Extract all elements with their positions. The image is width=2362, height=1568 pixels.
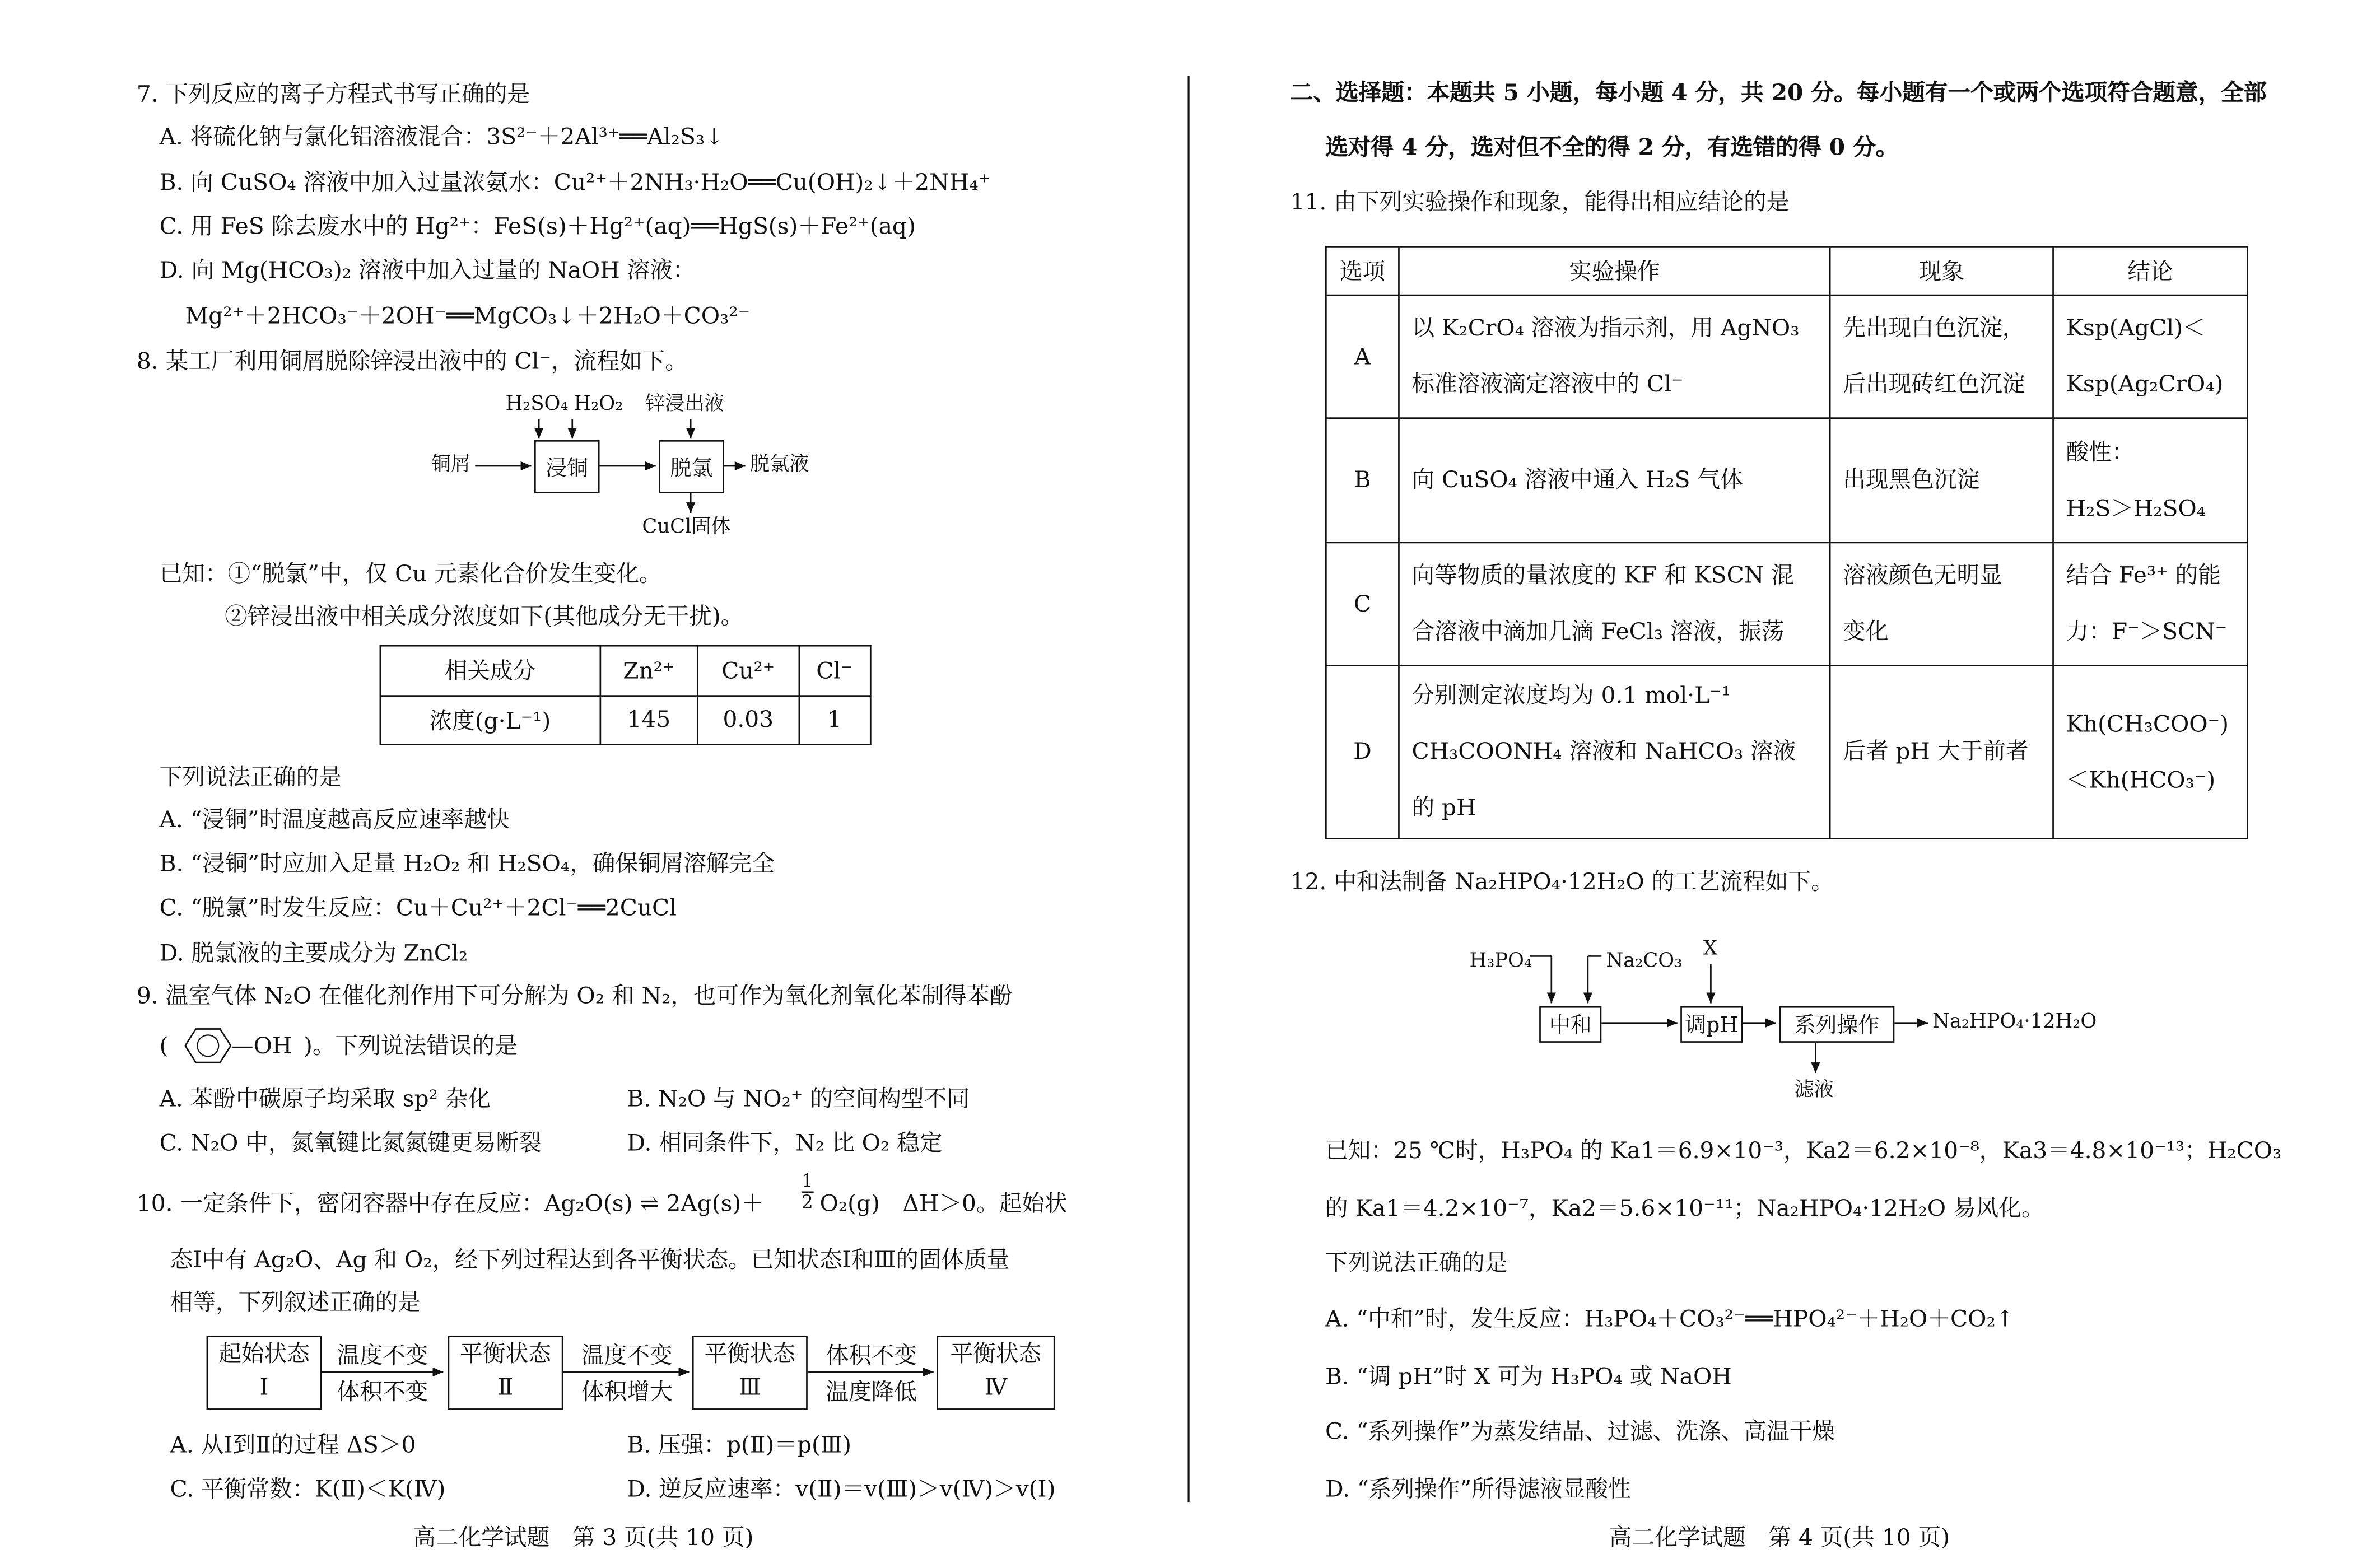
arrow-3-top: 体积不变 bbox=[826, 1341, 917, 1369]
flow-filtrate: 滤液 bbox=[1794, 1079, 1834, 1102]
state-box-1 bbox=[207, 1336, 322, 1410]
operation-text: 合溶液中滴加几滴 FeCl₃ 溶液，振荡 bbox=[1411, 618, 1785, 645]
q12-title: 12. 中和法制备 Na₂HPO₄·12H₂O 的工艺流程如下。 bbox=[1290, 868, 1834, 896]
state-number: Ⅱ bbox=[497, 1373, 514, 1401]
arrow-1-bottom: 体积不变 bbox=[337, 1378, 428, 1406]
table-header: 实验操作 bbox=[1399, 246, 1830, 295]
table-header: 结论 bbox=[2053, 246, 2248, 295]
fraction-denominator: 2 bbox=[801, 1191, 813, 1213]
operation-text: 的 pH bbox=[1411, 794, 1476, 822]
flow-box-adjust-ph: 调pH bbox=[1680, 1006, 1743, 1043]
q12-option-a: A. “中和”时，发生反应：H₃PO₄＋CO₃²⁻══HPO₄²⁻＋H₂O＋CO₂↑ bbox=[1325, 1305, 2015, 1333]
page-footer-3: 高二化学试题 第 3 页(共 10 页) bbox=[413, 1524, 754, 1551]
q10-line2: 态Ⅰ中有 Ag₂O、Ag 和 O₂，经下列过程达到各平衡状态。已知状态Ⅰ和Ⅲ的固体质量 bbox=[170, 1246, 1010, 1273]
conclusion-text: H₂S＞H₂SO₄ bbox=[2066, 494, 2206, 521]
q10-title-b: O₂(g) ΔH＞0。起始状 bbox=[819, 1189, 1068, 1217]
q8-option-c: C. “脱氯”时发生反应：Cu＋Cu²⁺＋2Cl⁻══2CuCl bbox=[159, 894, 677, 922]
table-header: Zn²⁺ bbox=[600, 646, 698, 695]
q8-option-d: D. 脱氯液的主要成分为 ZnCl₂ bbox=[159, 939, 468, 967]
q11-title: 11. 由下列实验操作和现象，能得出相应结论的是 bbox=[1290, 188, 1790, 216]
option-cell: A bbox=[1326, 295, 1399, 418]
fraction-numerator: 1 bbox=[802, 1172, 813, 1193]
flow-box-dechlorination: 脱氯 bbox=[659, 440, 724, 493]
table-cell: 浓度(g·L⁻¹) bbox=[380, 695, 600, 744]
q9-option-c: C. N₂O 中，氮氧键比氮氮键更易断裂 bbox=[159, 1129, 542, 1157]
state-number: Ⅲ bbox=[739, 1373, 761, 1401]
option-cell: D bbox=[1326, 665, 1399, 838]
table-row bbox=[1326, 665, 2247, 838]
q11-experiment-table bbox=[1325, 246, 2248, 839]
table-row bbox=[1326, 543, 2247, 666]
q9-option-a: A. 苯酚中碳原子均采取 sp² 杂化 bbox=[159, 1085, 491, 1113]
operation-text: 向等物质的量浓度的 KF 和 KSCN 混 bbox=[1411, 561, 1794, 589]
conclusion-text: ＜Kh(HCO₃⁻) bbox=[2066, 766, 2216, 794]
q9-option-d: D. 相同条件下，N₂ 比 O₂ 稳定 bbox=[627, 1129, 943, 1157]
phenomenon-text: 先出现白色沉淀， bbox=[1843, 314, 2025, 342]
q9-hydroxyl: —OH bbox=[230, 1032, 292, 1060]
q8-title: 8. 某工厂利用铜屑脱除锌浸出液中的 Cl⁻，流程如下。 bbox=[136, 347, 688, 375]
phenomenon-text: 后者 pH 大于前者 bbox=[1843, 738, 2029, 765]
state-name: 平衡状态 bbox=[950, 1340, 1042, 1368]
conclusion-text: 酸性： bbox=[2066, 437, 2135, 465]
state-number: Ⅰ bbox=[259, 1373, 269, 1401]
table-row bbox=[1326, 418, 2247, 543]
flow-start-copper-scrap: 铜屑 bbox=[431, 454, 471, 477]
arrow-2-top: 温度不变 bbox=[581, 1341, 673, 1369]
option-cell: B bbox=[1326, 418, 1399, 543]
q8-option-b: B. “浸铜”时应加入足量 H₂O₂ 和 H₂SO₄，确保铜屑溶解完全 bbox=[159, 850, 775, 878]
table-cell: 0.03 bbox=[698, 695, 799, 744]
q12-known-2: 的 Ka1＝4.2×10⁻⁷，Ka2＝5.6×10⁻¹¹；Na₂HPO₄·12H₂O 易风化。 bbox=[1325, 1194, 2044, 1222]
q10-title-a: 10. 一定条件下，密闭容器中存在反应：Ag₂O(s) ⇌ 2Ag(s)＋ bbox=[136, 1189, 764, 1217]
section-header-line2: 选对得 4 分，选对但不全的得 2 分，有选错的得 0 分。 bbox=[1325, 133, 1899, 161]
table-header: Cu²⁺ bbox=[698, 646, 799, 695]
q12-known-1: 已知：25 ℃时，H₃PO₄ 的 Ka1＝6.9×10⁻³，Ka2＝6.2×10⁻⁸，Ka3＝4.8×10⁻¹³；H₂CO₃ bbox=[1325, 1136, 2282, 1164]
table-cell: 1 bbox=[799, 695, 871, 744]
flow-input-x: X bbox=[1703, 937, 1717, 961]
arrow-2-bottom: 体积增大 bbox=[581, 1378, 673, 1406]
q10-option-b: B. 压强：p(Ⅱ)＝p(Ⅲ) bbox=[627, 1431, 851, 1459]
conclusion-text: 力：F⁻＞SCN⁻ bbox=[2066, 618, 2228, 645]
q8-option-a: A. “浸铜”时温度越高反应速率越快 bbox=[159, 806, 510, 833]
flow-input-h3po4: H₃PO₄ bbox=[1469, 950, 1532, 973]
phenomenon-text: 溶液颜色无明显 bbox=[1843, 561, 2002, 589]
flow-box-neutralize: 中和 bbox=[1539, 1006, 1601, 1043]
state-name: 起始状态 bbox=[218, 1340, 310, 1368]
state-name: 平衡状态 bbox=[704, 1340, 796, 1368]
operation-text: CH₃COONH₄ 溶液和 NaHCO₃ 溶液 bbox=[1411, 738, 1796, 765]
option-cell: C bbox=[1326, 543, 1399, 666]
operation-text: 以 K₂CrO₄ 溶液为指示剂，用 AgNO₃ bbox=[1411, 314, 1800, 342]
flow-input-zinc-leachate: 锌浸出液 bbox=[645, 393, 724, 416]
q9-line2-rest: )。下列说法错误的是 bbox=[304, 1032, 518, 1060]
q7-title: 7. 下列反应的离子方程式书写正确的是 bbox=[136, 80, 530, 108]
phenomenon-text: 出现黑色沉淀 bbox=[1843, 466, 1980, 493]
table-header: 现象 bbox=[1830, 246, 2053, 295]
q12-option-d: D. “系列操作”所得滤液显酸性 bbox=[1325, 1475, 1631, 1503]
q7-option-a: A. 将硫化钠与氯化铝溶液混合：3S²⁻＋2Al³⁺══Al₂S₃↓ bbox=[159, 123, 724, 151]
q10-line3: 相等，下列叙述正确的是 bbox=[170, 1288, 421, 1316]
flow-input-h2o2: H₂O₂ bbox=[574, 393, 623, 416]
operation-text: 向 CuSO₄ 溶液中通入 H₂S 气体 bbox=[1411, 466, 1743, 493]
q10-option-c: C. 平衡常数：K(Ⅱ)＜K(Ⅳ) bbox=[170, 1475, 446, 1503]
table-header: Cl⁻ bbox=[799, 646, 871, 695]
q8-prompt: 下列说法正确的是 bbox=[159, 763, 342, 791]
table-header: 选项 bbox=[1326, 246, 1399, 295]
flow-input-na2co3: Na₂CO₃ bbox=[1606, 950, 1683, 973]
q10-option-a: A. 从Ⅰ到Ⅱ的过程 ΔS＞0 bbox=[170, 1431, 416, 1459]
state-box-3 bbox=[692, 1336, 808, 1410]
flow-output-cucl: CuCl固体 bbox=[642, 516, 731, 539]
arrow-1-top: 温度不变 bbox=[337, 1341, 428, 1369]
state-number: Ⅳ bbox=[984, 1373, 1008, 1401]
state-box-4 bbox=[937, 1336, 1055, 1410]
table-row bbox=[1326, 295, 2247, 418]
q12-option-b: B. “调 pH”时 X 可为 H₃PO₄ 或 NaOH bbox=[1325, 1362, 1732, 1390]
q7-option-b: B. 向 CuSO₄ 溶液中加入过量浓氨水：Cu²⁺＋2NH₃·H₂O══Cu(OH)₂↓＋2NH₄⁺ bbox=[159, 168, 991, 196]
conclusion-text: 结合 Fe³⁺ 的能 bbox=[2066, 561, 2221, 589]
conclusion-text: Ksp(Ag₂CrO₄) bbox=[2066, 370, 2224, 398]
operation-text: 标准溶液滴定溶液中的 Cl⁻ bbox=[1411, 370, 1684, 398]
q7-option-c: C. 用 FeS 除去废水中的 Hg²⁺：FeS(s)＋Hg²⁺(aq)══HgS(s)＋Fe²⁺(aq) bbox=[159, 212, 916, 240]
flow-product: Na₂HPO₄·12H₂O bbox=[1932, 1010, 2097, 1034]
flow-box-series-operations: 系列操作 bbox=[1779, 1006, 1894, 1043]
conclusion-text: Kh(CH₃COO⁻) bbox=[2066, 710, 2229, 737]
q7-option-d-equation: Mg²⁺＋2HCO₃⁻＋2OH⁻══MgCO₃↓＋2H₂O＋CO₃²⁻ bbox=[185, 302, 751, 330]
page-footer-4: 高二化学试题 第 4 页(共 10 页) bbox=[1609, 1524, 1950, 1551]
q12-prompt: 下列说法正确的是 bbox=[1325, 1249, 1508, 1277]
phenomenon-text: 后出现砖红色沉淀 bbox=[1843, 370, 2025, 398]
flow-input-h2so4: H₂SO₄ bbox=[505, 393, 569, 416]
q9-title: 9. 温室气体 N₂O 在催化剂作用下可分解为 O₂ 和 N₂，也可作为氧化剂氧化苯制得苯酚 bbox=[136, 982, 1013, 1010]
phenomenon-text: 变化 bbox=[1843, 618, 1889, 645]
q7-option-d: D. 向 Mg(HCO₃)₂ 溶液中加入过量的 NaOH 溶液： bbox=[159, 256, 696, 284]
q9-option-b: B. N₂O 与 NO₂⁺ 的空间构型不同 bbox=[627, 1085, 970, 1113]
flow-box-copper-leach: 浸铜 bbox=[534, 440, 600, 493]
q10-fraction bbox=[802, 1172, 813, 1212]
state-box-2 bbox=[448, 1336, 563, 1410]
flow-output-liquid: 脱氯液 bbox=[749, 454, 809, 477]
state-name: 平衡状态 bbox=[460, 1340, 551, 1368]
q8-known-2: ②锌浸出液中相关成分浓度如下(其他成分无干扰)。 bbox=[225, 602, 744, 630]
q12-option-c: C. “系列操作”为蒸发结晶、过滤、洗涤、高温干燥 bbox=[1325, 1417, 1835, 1445]
q10-option-d: D. 逆反应速率：v(Ⅱ)＝v(Ⅲ)＞v(Ⅳ)＞v(Ⅰ) bbox=[627, 1475, 1056, 1503]
table-cell: 145 bbox=[600, 695, 698, 744]
arrow-3-bottom: 温度降低 bbox=[826, 1378, 917, 1406]
q8-known-1: 已知：①“脱氯”中，仅 Cu 元素化合价发生变化。 bbox=[159, 560, 662, 587]
conclusion-text: Ksp(AgCl)＜ bbox=[2066, 314, 2206, 342]
q9-line2-open: ( bbox=[159, 1032, 169, 1060]
section-header-line1: 二、选择题：本题共 5 小题，每小题 4 分，共 20 分。每小题有一个或两个选项符合题意，全部 bbox=[1290, 78, 2267, 106]
operation-text: 分别测定浓度均为 0.1 mol·L⁻¹ bbox=[1411, 681, 1731, 709]
table-header: 相关成分 bbox=[380, 646, 600, 695]
